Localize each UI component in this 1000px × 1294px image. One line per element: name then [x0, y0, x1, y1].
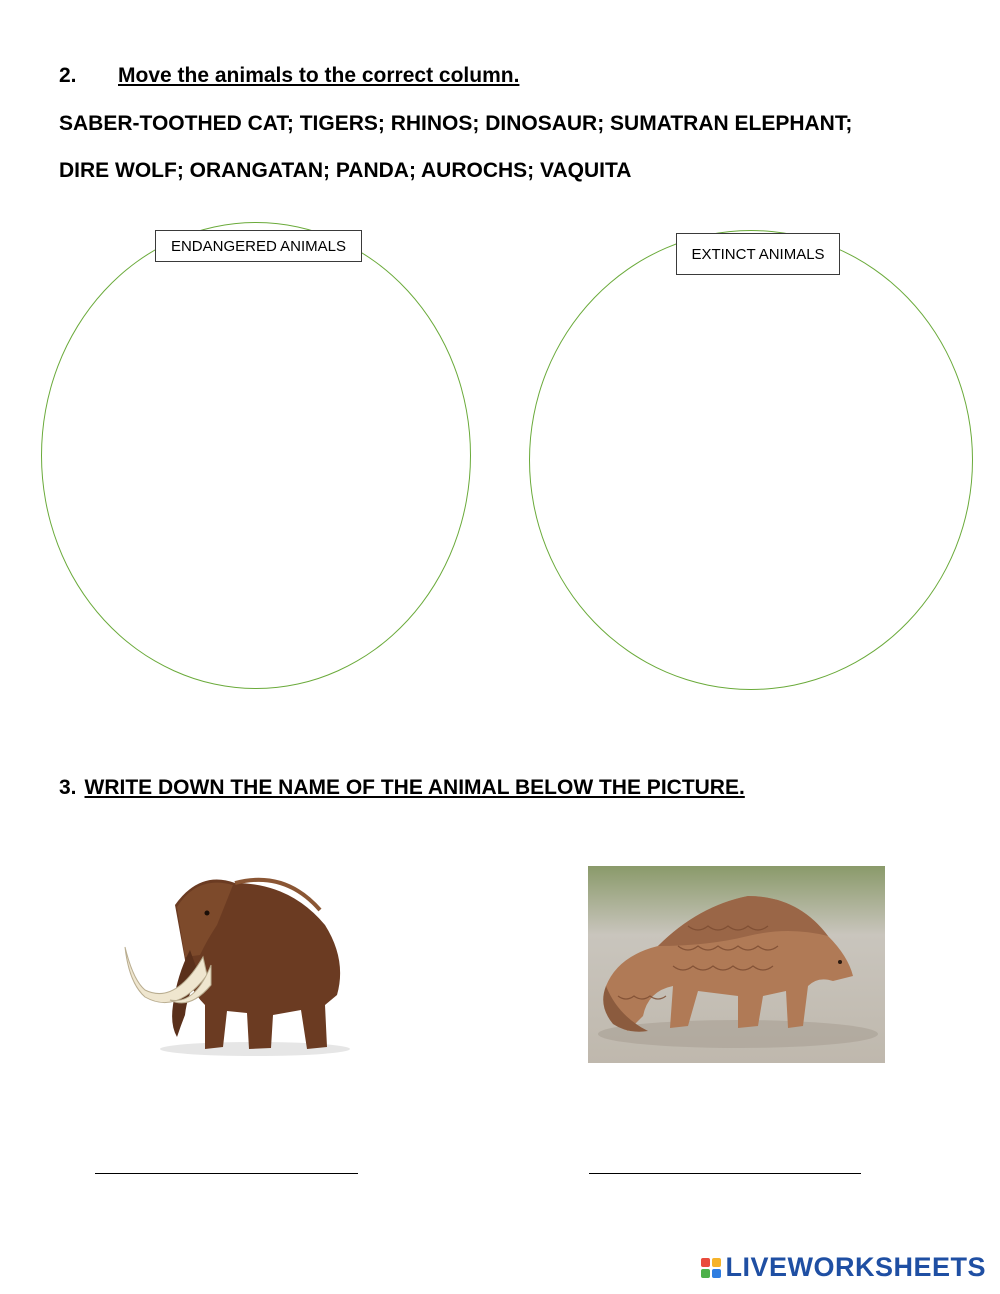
endangered-column-label: ENDANGERED ANIMALS — [155, 230, 362, 262]
pangolin-picture — [588, 866, 885, 1063]
animals-list-line-2: DIRE WOLF; ORANGATAN; PANDA; AUROCHS; VAQUITA — [59, 159, 632, 182]
animals-list-line-1: SABER-TOOTHED CAT; TIGERS; RHINOS; DINOSAUR; SUMATRAN ELEPHANT; — [59, 112, 853, 135]
woolly-mammoth-picture — [115, 865, 360, 1060]
logo-text: LIVEWORKSHEETS — [725, 1252, 986, 1282]
answer-line-2[interactable] — [589, 1173, 861, 1174]
question-3-heading — [59, 776, 745, 800]
answer-line-1[interactable] — [95, 1173, 358, 1174]
question-3-number: 3. — [59, 776, 77, 799]
extinct-drop-zone[interactable] — [529, 230, 973, 690]
question-3-title: WRITE DOWN THE NAME OF THE ANIMAL BELOW THE PICTURE. — [84, 776, 745, 799]
question-2-number: 2. — [59, 64, 77, 87]
liveworksheets-logo — [701, 1252, 986, 1283]
extinct-column-label: EXTINCT ANIMALS — [676, 233, 840, 275]
question-2-title: Move the animals to the correct column. — [118, 64, 520, 87]
endangered-drop-zone[interactable] — [41, 222, 471, 689]
logo-icon — [701, 1258, 721, 1278]
